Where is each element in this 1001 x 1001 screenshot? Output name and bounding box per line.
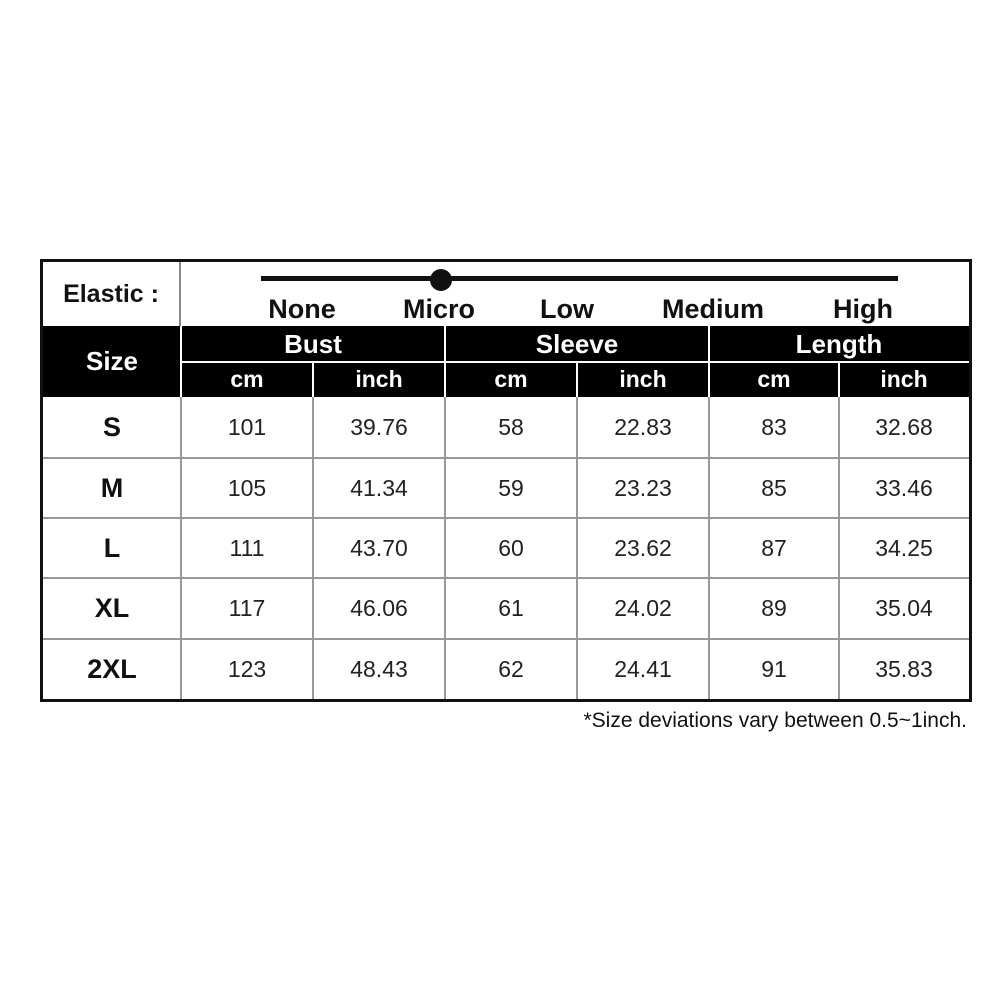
table-row <box>43 639 969 699</box>
elastic-label: Elastic : <box>43 262 181 326</box>
header-unit-length-cm: cm <box>757 366 791 392</box>
header-divider <box>576 362 578 397</box>
elastic-level-high: High <box>833 294 893 324</box>
measurement-cell: 22.83 <box>614 414 672 440</box>
header-unit-bust-inch: inch <box>355 366 403 392</box>
size-chart <box>40 259 972 702</box>
size-cell: L <box>103 533 121 563</box>
header-divider <box>180 326 182 397</box>
measurement-cell: 33.46 <box>875 475 933 501</box>
elastic-scale-track <box>261 276 898 281</box>
measurement-cell: 23.62 <box>614 535 672 561</box>
measurement-cell: 89 <box>761 595 787 621</box>
measurement-cell: 35.83 <box>875 656 933 682</box>
elastic-level-medium: Medium <box>661 294 765 324</box>
measurement-cell: 41.34 <box>350 475 408 501</box>
measurement-cell: 59 <box>498 475 524 501</box>
elastic-scale-knob <box>430 269 452 291</box>
table-body <box>43 397 969 699</box>
header-unit-sleeve-inch: inch <box>619 366 667 392</box>
size-deviation-note: *Size deviations vary between 0.5~1inch. <box>583 709 967 732</box>
measurement-cell: 58 <box>498 414 524 440</box>
measurement-cell: 61 <box>498 595 524 621</box>
size-cell: 2XL <box>87 654 137 684</box>
size-cell: M <box>100 473 124 503</box>
table-row <box>43 578 969 638</box>
header-unit-length-inch: inch <box>880 366 928 392</box>
header-unit-sleeve-cm: cm <box>494 366 528 392</box>
measurement-cell: 117 <box>228 595 266 621</box>
measurement-cell: 62 <box>498 656 524 682</box>
header-divider <box>838 362 840 397</box>
measurement-cell: 48.43 <box>350 656 408 682</box>
elastic-row <box>43 262 969 326</box>
header-group-bust: Bust <box>284 329 342 359</box>
measurement-cell: 23.23 <box>614 475 672 501</box>
elastic-level-none: None <box>268 294 336 324</box>
measurement-cell: 123 <box>227 656 267 682</box>
header-group-length: Length <box>795 329 883 359</box>
header-size: Size <box>85 346 139 376</box>
size-cell: XL <box>94 593 130 623</box>
table-row <box>43 397 969 457</box>
measurement-cell: 35.04 <box>875 595 933 621</box>
measurement-cell: 39.76 <box>350 414 408 440</box>
table-row <box>43 458 969 518</box>
table-row <box>43 518 969 578</box>
header-divider <box>444 326 446 397</box>
header-group-sleeve: Sleeve <box>535 329 619 359</box>
measurement-cell: 105 <box>227 475 267 501</box>
measurement-cell: 34.25 <box>875 535 933 561</box>
measurement-cell: 91 <box>761 656 787 682</box>
table-header <box>43 326 969 397</box>
measurement-cell: 83 <box>761 414 787 440</box>
elastic-level-micro: Micro <box>402 294 476 324</box>
header-divider <box>312 362 314 397</box>
measurement-cell: 111 <box>229 535 265 561</box>
header-unit-bust-cm: cm <box>230 366 264 392</box>
measurement-cell: 24.02 <box>614 595 672 621</box>
measurement-cell: 101 <box>227 414 267 440</box>
measurement-cell: 24.41 <box>614 656 672 682</box>
measurement-cell: 43.70 <box>350 535 408 561</box>
elastic-level-low: Low <box>540 294 594 324</box>
header-divider <box>708 326 710 397</box>
size-cell: S <box>102 412 121 442</box>
header-divider <box>181 361 969 363</box>
measurement-cell: 85 <box>761 475 787 501</box>
measurement-cell: 87 <box>761 535 787 561</box>
measurement-cell: 32.68 <box>875 414 933 440</box>
measurement-cell: 60 <box>498 535 524 561</box>
measurement-cell: 46.06 <box>350 595 408 621</box>
